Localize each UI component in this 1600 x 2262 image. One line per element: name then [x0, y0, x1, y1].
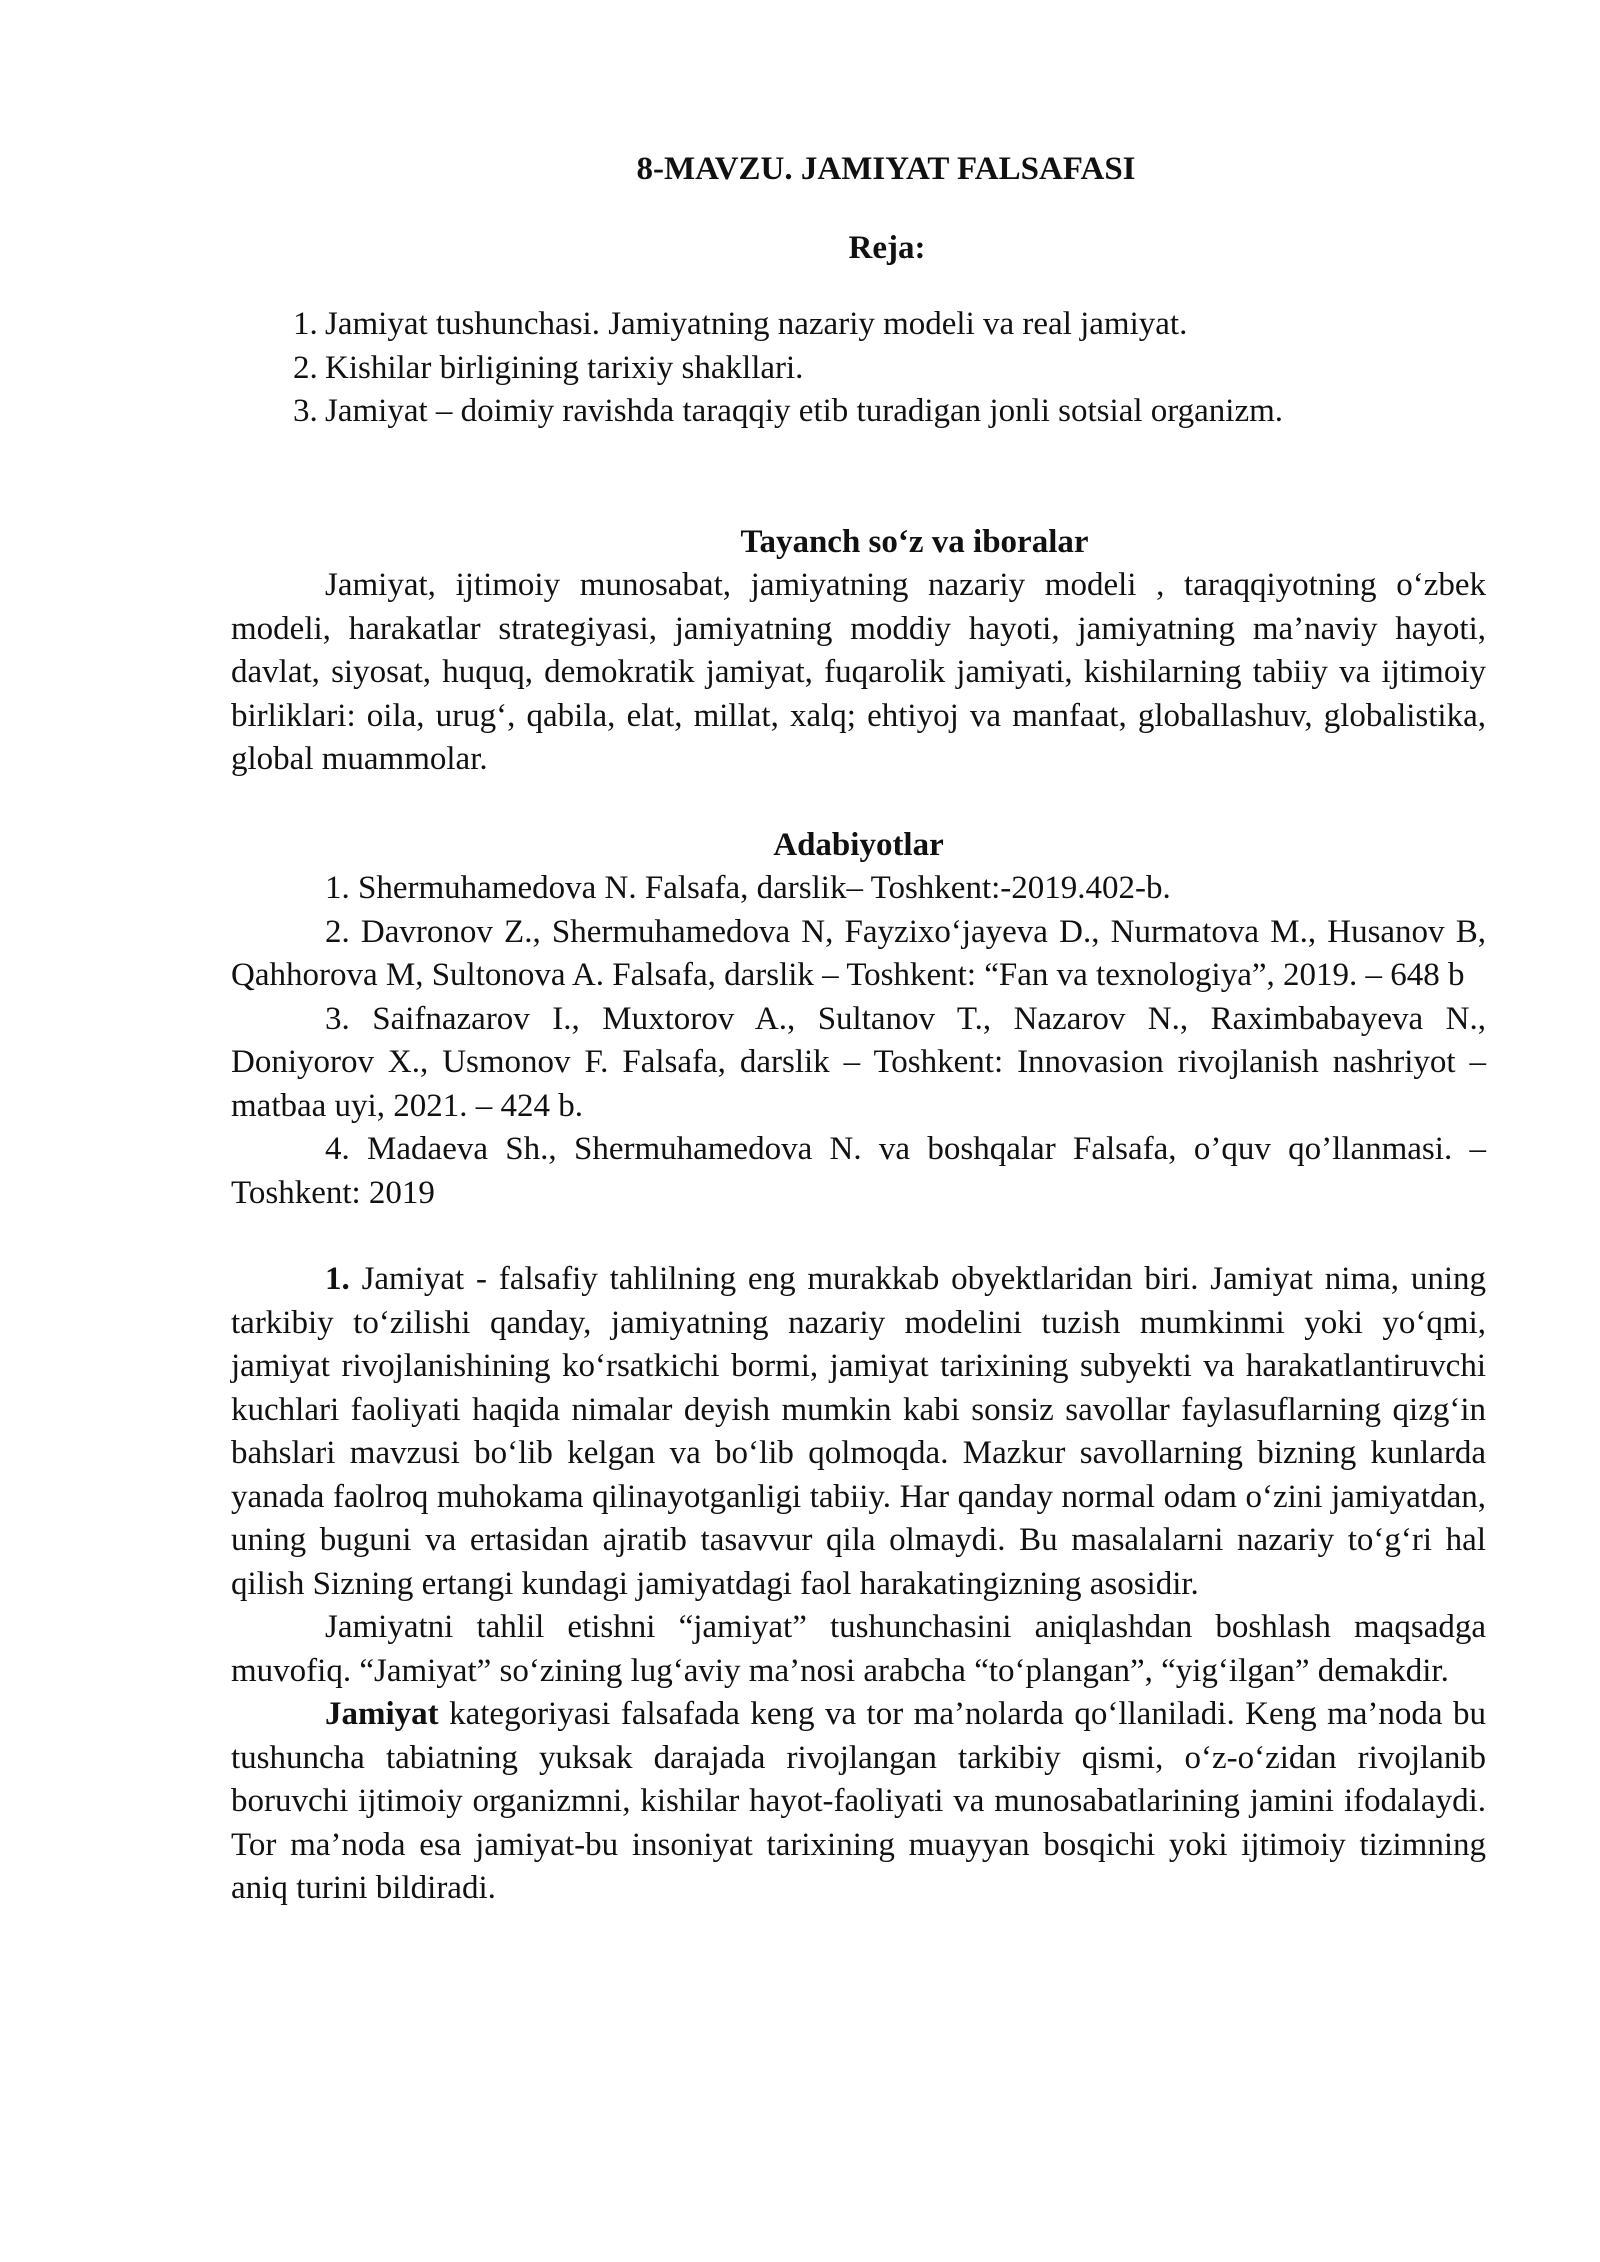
literature-item-1: 1. Shermuhamedova N. Falsafa, darslik– Toshkent:-2019.402-b.	[325, 870, 1171, 906]
body-paragraph-3-text: kategoriyasi falsafada keng va tor ma’nolarda qo‘llaniladi. Keng ma’noda bu tushuncha tabiatning yuksak darajada rivojlangan tarkibiy qismi, o‘z-o‘zidan rivojlanib boruvchi ijtimoiy organizmni, kishilar hayot-faoliyati va munosabatlarining jamini ifodalaydi. Tor ma’noda esa jamiyat-bu insoniyat tarixining muayyan bosqichi yoki ijtimoiy tizimning aniq turini bildiradi.	[231, 1696, 1486, 1906]
plan-item-text: Kishilar birligining tarixiy shakllari.	[325, 349, 804, 386]
plan-list	[231, 303, 1486, 434]
plan-item-number: 1.	[293, 306, 318, 342]
body-paragraph-1	[231, 1258, 1486, 1606]
literature-heading: Adabiyotlar	[773, 826, 944, 863]
term-jamiyat: Jamiyat	[325, 1696, 439, 1732]
body-paragraph-2: Jamiyatni tahlil etishni “jamiyat” tushunchasini aniqlashdan boshlash maqsadga muvofiq. “Jamiyat” so‘zining lug‘aviy ma’nosi arabcha “to‘plangan”, “yig‘ilgan” demakdir.	[231, 1609, 1486, 1689]
body-paragraph-1-text: Jamiyat - falsafiy tahlilning eng murakkab obyektlaridan biri. Jamiyat nima, uning tarkibiy to‘zilishi qanday, jamiyatning nazariy modelini tuzish mumkinmi yoki yo‘qmi, jamiyat rivojlanishining ko‘rsatkichi bormi, jamiyat tarixining subyekti va harakatlantiruvchi kuchlari faoliyati haqida nimalar deyish mumkin kabi sonsiz savollar faylasuflarning qizg‘in bahslari mavzusi bo‘lib kelgan va bo‘lib qolmoqda. Mazkur savollarning bizning kunlarda yanada faolroq muhokama qilinayotganligi tabiiy. Har qanday normal odam o‘zini jamiyatdan, uning buguni va ertasidan ajratib tasavvur qila olmaydi. Bu masalalarni nazariy to‘g‘ri hal qilish Sizning ertangi kundagi jamiyatdagi faol harakatingizning asosidir.	[231, 1261, 1486, 1602]
plan-item-1	[231, 303, 1486, 347]
literature-item-3: 3. Saifnazarov I., Muxtorov A., Sultanov T., Nazarov N., Raximbabayeva N., Doniyorov X., Usmonov F. Falsafa, darslik – Toshkent: Innovasion rivojlanish nashriyot –matbaa uyi, 2021. – 424 b.	[231, 1000, 1486, 1124]
literature-item-4: 4. Madaeva Sh., Shermuhamedova N. va boshqalar Falsafa, o’quv qo’llanmasi. –Toshkent: 2019	[231, 1131, 1486, 1211]
keywords-heading: Tayanch so‘z va iboralar	[740, 523, 1089, 560]
section-number: 1.	[325, 1261, 350, 1297]
literature-item-2: 2. Davronov Z., Shermuhamedova N, Fayzixo‘jayeva D., Nurmatova M., Husanov B, Qahhorova M, Sultonova A. Falsafa, darslik – Toshkent: “Fan va texnologiya”, 2019. – 648 b	[231, 913, 1486, 993]
keywords-paragraph: Jamiyat, ijtimoiy munosabat, jamiyatning nazariy modeli , taraqqiyotning o‘zbek modeli, harakatlar strategiyasi, jamiyatning moddiy hayoti, jamiyatning ma’naviy hayoti, davlat, siyosat, huquq, demokratik jamiyat, fuqarolik jamiyati, kishilarning tabiiy va ijtimoiy birliklari: oila, urug‘, qabila, elat, millat, xalq; ehtiyoj va manfaat, globallashuv, globalistika, global muammolar.	[231, 567, 1486, 777]
plan-item-number: 2.	[293, 349, 318, 386]
plan-heading: Reja:	[848, 229, 926, 266]
plan-item-3	[231, 390, 1486, 434]
document-page	[231, 148, 1486, 1911]
plan-item-text: Jamiyat tushunchasi. Jamiyatning nazariy modeli va real jamiyat.	[325, 306, 1188, 342]
plan-item-text: Jamiyat – doimiy ravishda taraqqiy etib turadigan jonli sotsial organizm.	[325, 393, 1284, 429]
spacer	[231, 1215, 1486, 1258]
body-paragraph-3	[231, 1693, 1486, 1911]
plan-item-number: 3.	[293, 393, 318, 429]
page-title: 8-MAVZU. JAMIYAT FALSAFASI	[636, 151, 1136, 187]
plan-item-2	[231, 347, 1486, 391]
